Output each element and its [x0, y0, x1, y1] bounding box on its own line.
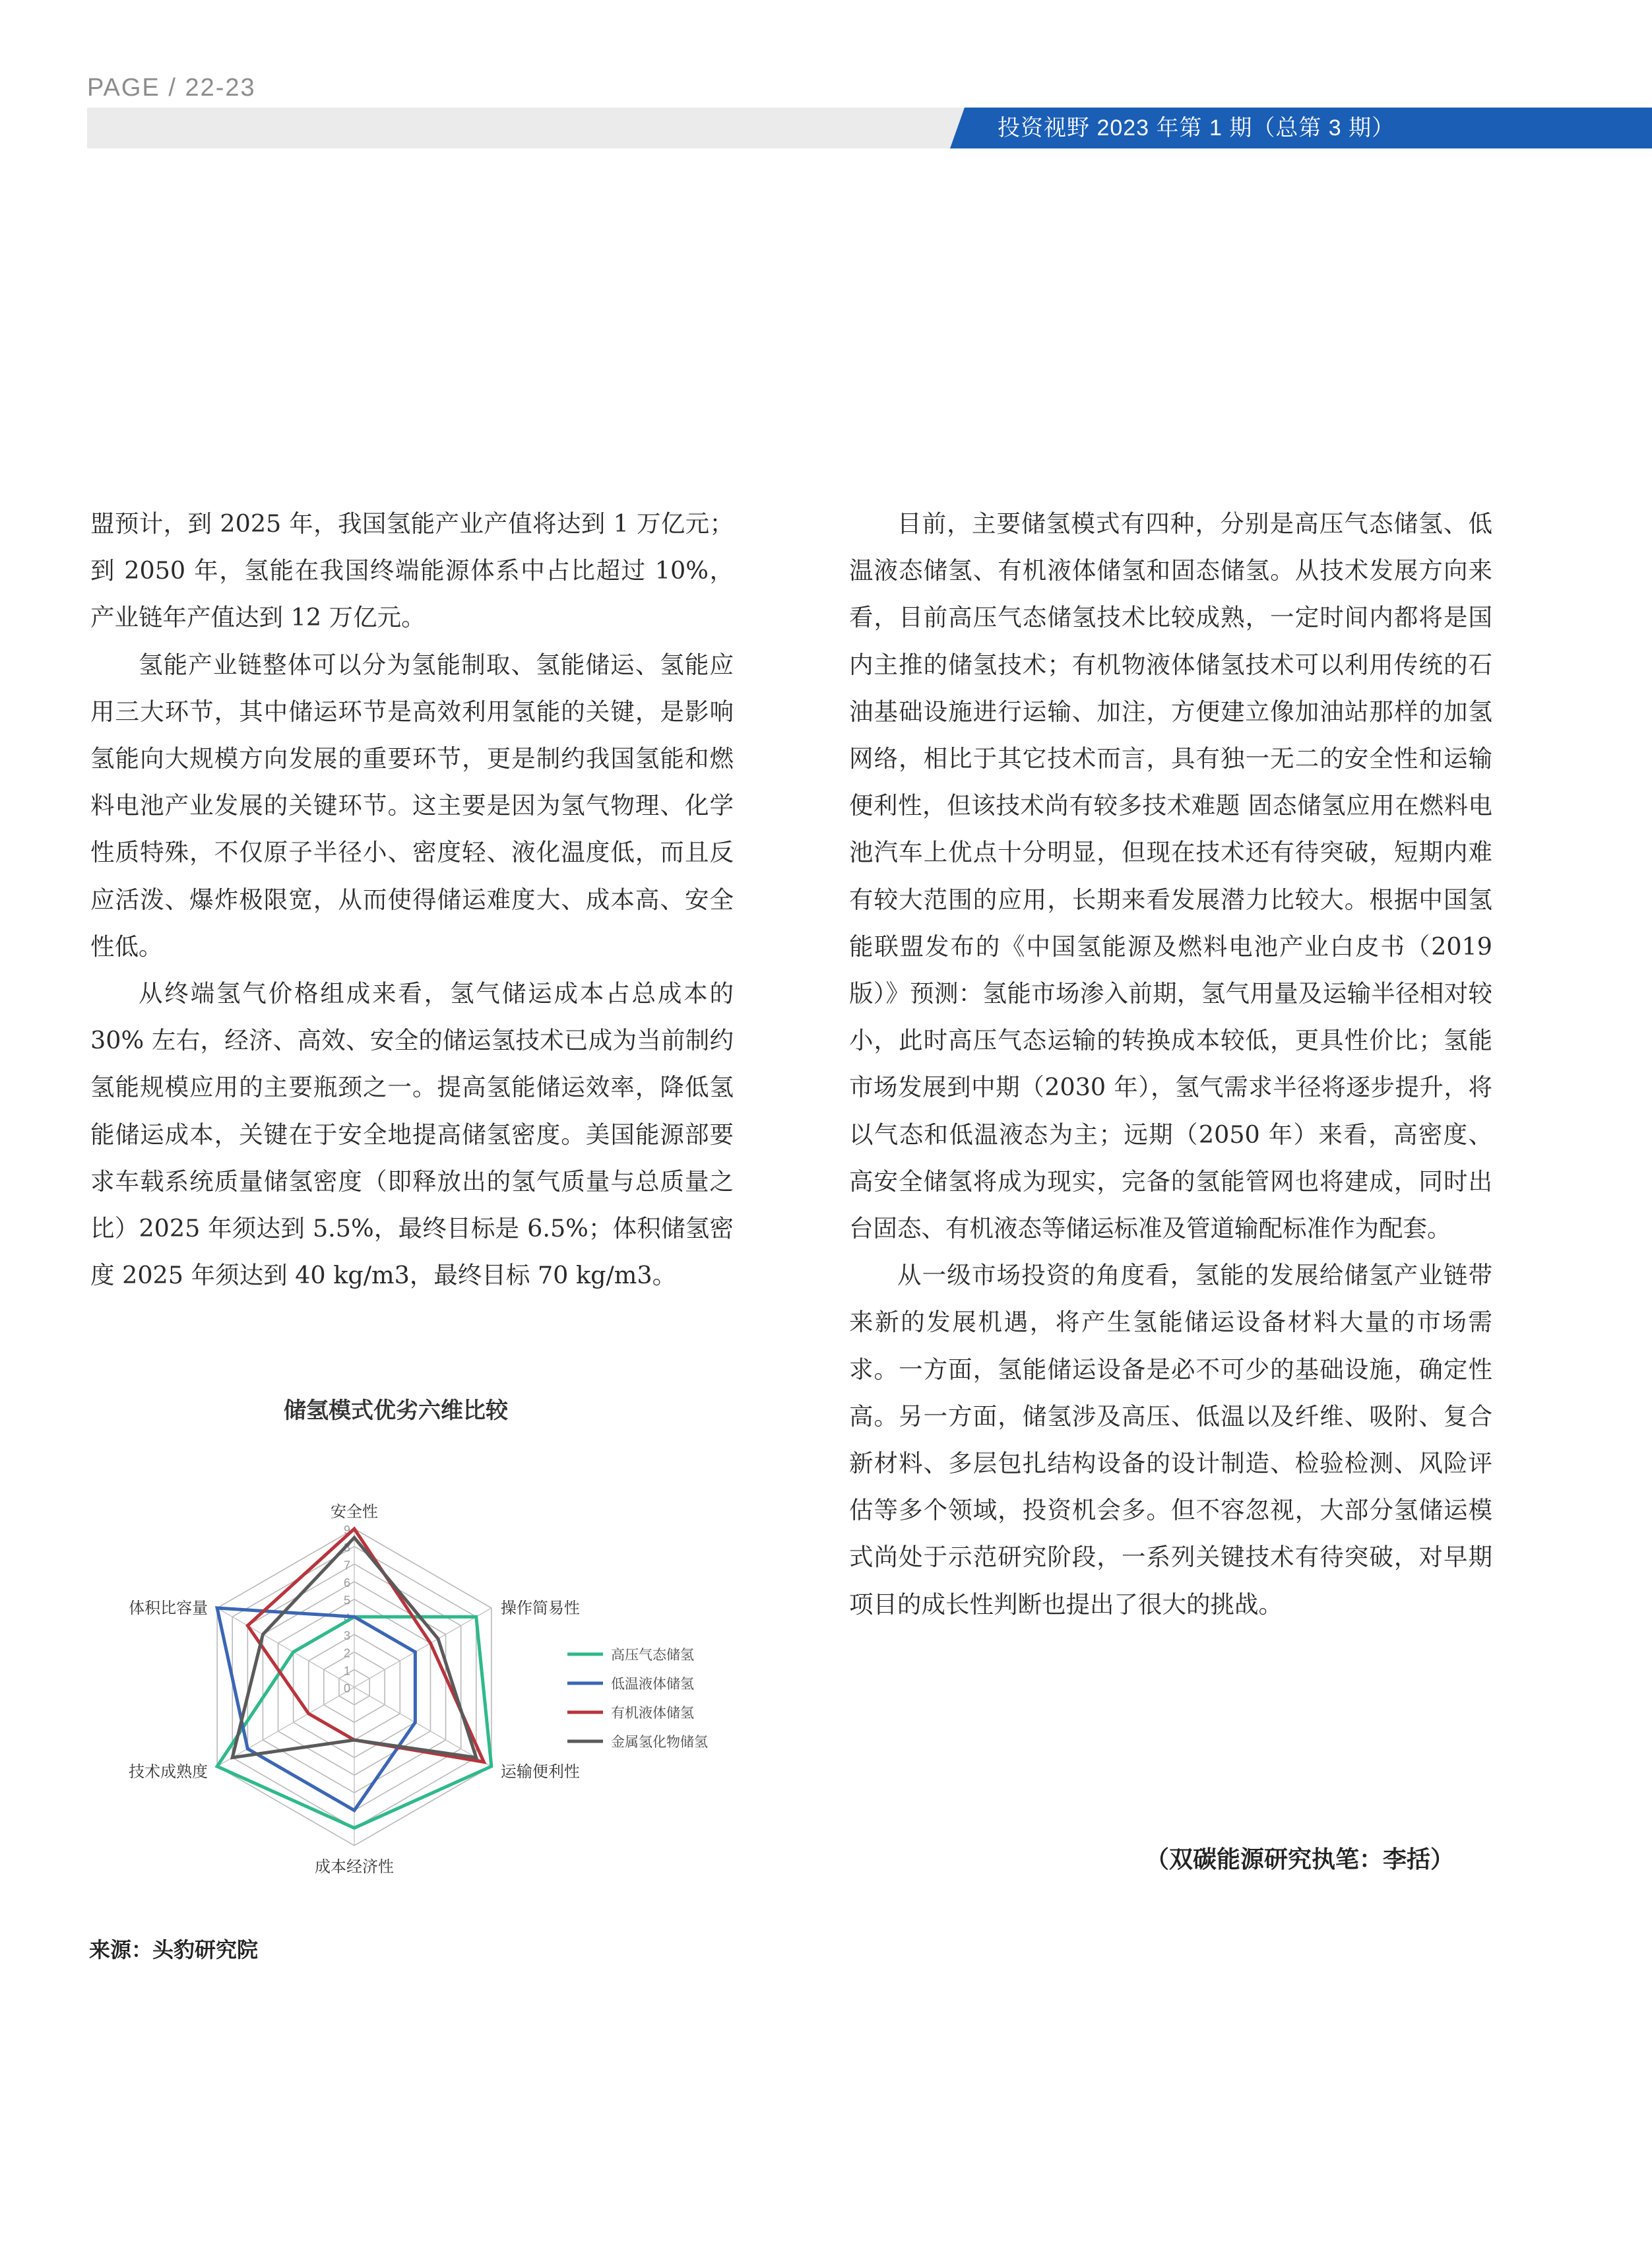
axis-label: 技术成熟度: [129, 1763, 208, 1781]
magazine-issue: 投资视野 2023 年第 1 期（总第 3 期）: [998, 115, 1395, 141]
axis-spoke: [217, 1608, 354, 1687]
radar-chart: [79, 1438, 739, 1927]
tick-label: 0: [344, 1682, 351, 1695]
tick-label: 9: [344, 1524, 351, 1537]
paragraph: 从终端氢气价格组成来看，氢气储运成本占总成本的 30% 左右，经济、高效、安全的储运氢技术已成为当前制约氢能规模应用的主要瓶颈之一。提高氢能储运效率，降低氢能储运成本，关键在于安全地提高储氢密度。美国能源部要求车载系统质量储氢密度（即释放出的氢气质量与总质量之比）2025 年须达到 5.5%，最终目标是 6.5%；体积储氢密度 2025 年须达到 40 kg/m3，最终目标 70 kg/m3。: [90, 979, 734, 1290]
tick-label: 4: [344, 1611, 351, 1625]
page-number: PAGE / 22-23: [87, 74, 256, 102]
paragraph: 盟预计，到 2025 年，我国氢能产业产值将达到 1 万亿元；到 2050 年，氢能在我国终端能源体系中占比超过 10%，产业链年产值达到 12 万亿元。: [90, 509, 734, 632]
byline: （双碳能源研究执笔：李括）: [1145, 1846, 1454, 1873]
axis-spoke: [354, 1687, 492, 1766]
tick-label: 6: [344, 1576, 351, 1590]
axis-label: 操作简易性: [500, 1599, 580, 1617]
right-column: [849, 500, 1492, 1628]
chart-source: 来源：头豹研究院: [89, 1938, 259, 1962]
legend-label: 高压气态储氢: [611, 1648, 694, 1663]
tick-label: 1: [344, 1664, 351, 1678]
legend-label: 有机液体储氢: [611, 1706, 694, 1721]
tick-label: 8: [344, 1541, 351, 1555]
tick-label: 2: [344, 1646, 351, 1660]
left-column: [90, 500, 734, 1299]
header-band: [87, 108, 965, 148]
axis-label: 运输便利性: [500, 1763, 580, 1781]
paragraph: 目前，主要储氢模式有四种，分别是高压气态储氢、低温液态储氢、有机液体储氢和固态储氢。从技术发展方向来看，目前高压气态储氢技术比较成熟，一定时间内都将是国内主推的储氢技术；有机物液体储氢技术可以利用传统的石油基础设施进行运输、加注，方便建立像加油站那样的加氢网络，相比于其它技术而言，具有独一无二的安全性和运输便利性，但该技术尚有较多技术难题 固态储氢应用在燃料电池汽车上优点十分明显，但现在技术还有待突破，短期内难有较大范围的应用，长期来看发展潜力比较大。根据中国氢能联盟发布的《中国氢能源及燃料电池产业白皮书（2019 版）》预测：氢能市场渗入前期，氢气用量及运输半径相对较小，此时高压气态运输的转换成本较低，更具性价比；氢能市场发展到中期（2030 年），氢气需求半径将逐步提升，将以气态和低温液态为主；远期（2050 年）来看，高密度、高安全储氢将成为现实，完备的氢能管网也将建成，同时出台固态、有机液态等储运标准及管道输配标准作为配套。: [849, 509, 1492, 1243]
axis-label: 体积比容量: [129, 1599, 208, 1617]
chart-title: 储氢模式优劣六维比较: [284, 1398, 508, 1423]
tick-label: 7: [344, 1559, 351, 1572]
paragraph: 从一级市场投资的角度看，氢能的发展给储氢产业链带来新的发展机遇，将产生氢能储运设备材料大量的市场需求。一方面，氢能储运设备是必不可少的基础设施，确定性高。另一方面，储氢涉及高压、低温以及纤维、吸附、复合新材料、多层包扎结构设备的设计制造、检验检测、风险评估等多个领域，投资机会多。但不容忽视，大部分氢储运模式尚处于示范研究阶段，一系列关键技术有待突破，对早期项目的成长性判断也提出了很大的挑战。: [849, 1261, 1492, 1619]
paragraph: 氢能产业链整体可以分为氢能制取、氢能储运、氢能应用三大环节，其中储运环节是高效利用氢能的关键，是影响氢能向大规模方向发展的重要环节，更是制约我国氢能和燃料电池产业发展的关键环节。这主要是因为氢气物理、化学性质特殊，不仅原子半径小、密度轻、液化温度低，而且反应活泼、爆炸极限宽，从而使得储运难度大、成本高、安全性低。: [90, 650, 734, 961]
axis-label: 安全性: [331, 1503, 378, 1521]
tick-label: 5: [344, 1593, 351, 1607]
tick-label: 3: [344, 1629, 351, 1642]
legend-label: 低温液体储氢: [611, 1677, 694, 1692]
series-line: [247, 1529, 484, 1762]
axis-label: 成本经济性: [315, 1858, 394, 1876]
legend-label: 金属氢化物储氢: [611, 1735, 708, 1750]
